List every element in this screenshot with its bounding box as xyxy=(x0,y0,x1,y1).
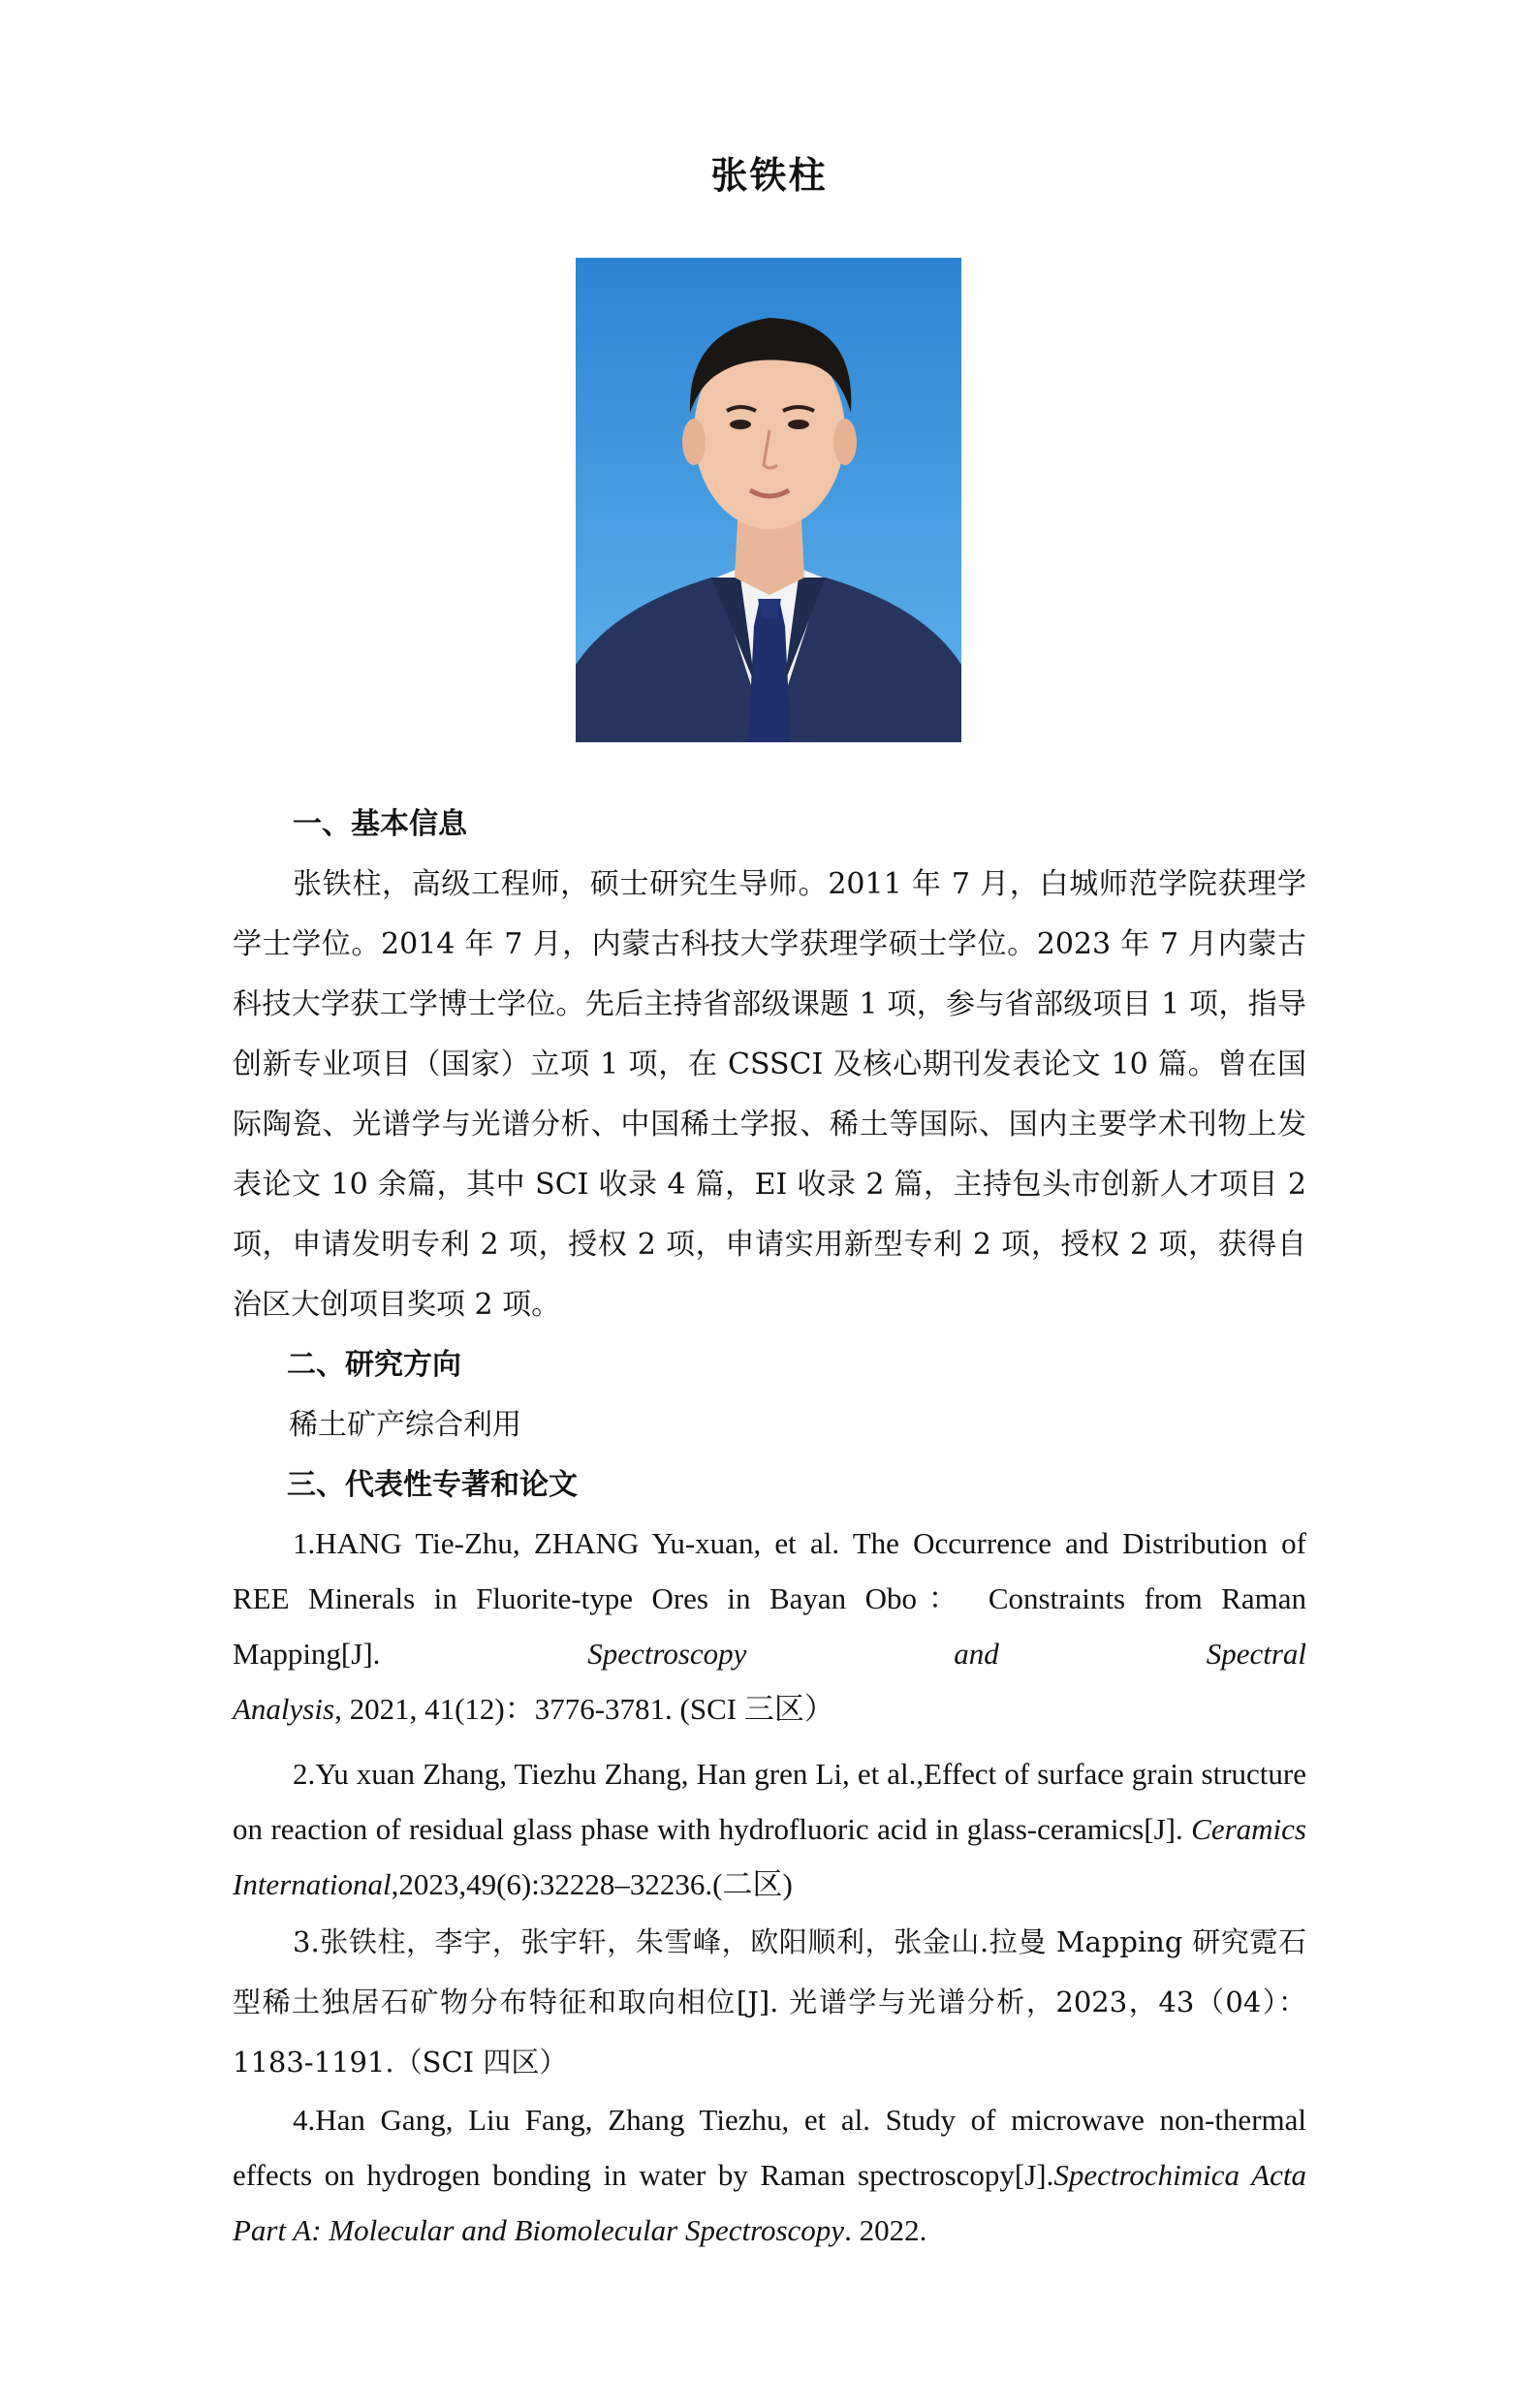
reference-details: , 2021, 41(12)：3776-3781. (SCI 三区） xyxy=(334,1692,834,1726)
research-direction-text: 稀土矿产综合利用 xyxy=(289,1408,521,1442)
portrait-illustration xyxy=(576,258,961,742)
reference-authors-title: 1.HANG Tie-Zhu, ZHANG Yu-xuan, et al. The Occurrence and Distribution of REE Minerals in Fluorite-type Ores in Bayan Obo： Constraints from Raman Mapping[J]. xyxy=(233,1526,1306,1671)
reference-item xyxy=(233,1516,1306,1736)
document-body xyxy=(233,795,1306,2258)
basic-info-paragraph: 张铁柱，高级工程师，硕士研究生导师。2011 年 7 月，白城师范学院获理学学士学位。2014 年 7 月，内蒙古科技大学获理学硕士学位。2023 年 7 月内蒙古科技大学获工学博士学位。先后主持省部级课题 1 项，参与省部级项目 1 项，指导创新专业项目（国家）立项 1 项，在 CSSCI 及核心期刊发表论文 10 篇。曾在国际陶瓷、光谱学与光谱分析、中国稀土学报、稀土等国际、国内主要学术刊物上发表论文 10 余篇，其中 SCI 收录 4 篇，EI 收录 2 篇，主持包头市创新人才项目 2 项，申请发明专利 2 项，授权 2 项，申请实用新型专利 2 项，授权 2 项，获得自治区大创项目奖项 2 项。 xyxy=(233,867,1306,1322)
reference-item: 3.张铁柱，李宇，张宇轩，朱雪峰，欧阳顺利，张金山.拉曼 Mapping 研究霓石型稀土独居石矿物分布特征和取向相位[J]. 光谱学与光谱分析，2023，43（04）：1183-1191.（SCI 四区） xyxy=(233,1925,1306,2079)
reference-journal: Ceramics International xyxy=(233,1812,1306,1901)
portrait-photo xyxy=(576,258,961,742)
section-heading-publications: 三、代表性专著和论文 xyxy=(287,1468,578,1502)
reference-item xyxy=(233,2092,1306,2258)
reference-details: ,2023,49(6):32228–32236.(二区) xyxy=(391,1867,793,1901)
page-title: 张铁柱 xyxy=(710,153,828,197)
reference-authors-title: 4.Han Gang, Liu Fang, Zhang Tiezhu, et al. Study of microwave non-thermal effects on hydrogen bonding in water by Raman spectroscopy[J]. xyxy=(233,2103,1306,2192)
section-heading-basic-info: 一、基本信息 xyxy=(293,807,467,841)
reference-journal: Spectrochimica Acta Part A: Molecular and Biomolecular Spectroscopy xyxy=(233,2158,1306,2247)
reference-authors-title: 2.Yu xuan Zhang, Tiezhu Zhang, Han gren Li, et al.,Effect of surface grain structure on reaction of residual glass phase with hydrofluoric acid in glass-ceramics[J]. xyxy=(233,1757,1306,1846)
reference-item xyxy=(233,1746,1306,1912)
reference-details: . 2022. xyxy=(844,2213,927,2247)
section-heading-research: 二、研究方向 xyxy=(287,1348,461,1382)
reference-journal: Spectroscopy and Spectral Analysis xyxy=(233,1637,1307,1726)
